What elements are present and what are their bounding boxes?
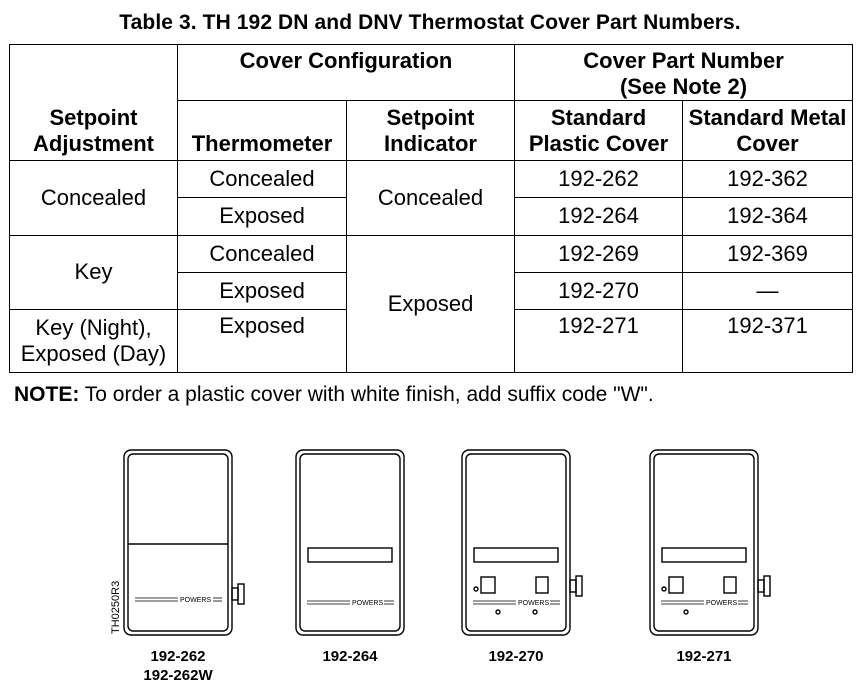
- cell-adjustment: Key: [10, 235, 178, 309]
- header-cover-part-number: [515, 45, 853, 101]
- cover-caption-line2: 192-262W: [143, 667, 213, 684]
- brand-label: POWERS: [518, 600, 550, 607]
- table-row: [10, 235, 853, 272]
- note-label: NOTE:: [14, 383, 80, 406]
- cell-metal: 192-371: [683, 309, 853, 372]
- header-setpoint-indicator: Setpoint Indicator: [347, 101, 515, 161]
- note: [14, 383, 654, 407]
- cover-drawing: [462, 450, 582, 635]
- cover-caption: [118, 647, 238, 685]
- brand-label: POWERS: [352, 600, 384, 607]
- cell-plastic: 192-264: [515, 198, 683, 235]
- drawing-code: TH0250R3: [110, 580, 122, 634]
- cell-thermometer: Exposed: [178, 272, 347, 309]
- cover-caption-line1: 192-262: [150, 648, 206, 665]
- cell-indicator: Exposed: [347, 235, 515, 372]
- cell-adjustment-line1: Key (Night),: [35, 314, 152, 340]
- cell-thermometer: Exposed: [178, 198, 347, 235]
- cell-adjustment: [10, 309, 178, 372]
- cell-thermometer: Concealed: [178, 235, 347, 272]
- header-setpoint-adjustment: Setpoint Adjustment: [10, 45, 178, 161]
- cell-plastic: 192-270: [515, 272, 683, 309]
- cover-caption-line1: 192-271: [676, 648, 732, 665]
- cell-adjustment: Concealed: [10, 161, 178, 235]
- cover-caption: [290, 647, 410, 666]
- cell-metal: 192-369: [683, 235, 853, 272]
- brand-label: POWERS: [180, 597, 212, 604]
- cell-metal: —: [683, 272, 853, 309]
- header-cover-part-number-label: Cover Part Number: [583, 48, 784, 73]
- header-thermometer: Thermometer: [178, 101, 347, 161]
- cell-thermometer: Concealed: [178, 161, 347, 198]
- cell-adjustment-line2: Exposed (Day): [20, 340, 167, 366]
- table-title: Table 3. TH 192 DN and DNV Thermostat Cover Part Numbers.: [119, 11, 741, 34]
- cover-caption: [644, 647, 764, 666]
- part-number-table: [9, 44, 853, 373]
- cover-drawing: [650, 450, 770, 635]
- cover-caption: [456, 647, 576, 666]
- cell-metal: 192-362: [683, 161, 853, 198]
- cell-plastic: 192-271: [515, 309, 683, 372]
- cover-illustrations: [0, 440, 860, 640]
- brand-label: POWERS: [706, 600, 738, 607]
- table-row: [10, 161, 853, 198]
- header-standard-metal: Standard Metal Cover: [683, 101, 853, 161]
- cell-plastic: 192-262: [515, 161, 683, 198]
- cover-drawing: [296, 450, 404, 635]
- cell-plastic: 192-269: [515, 235, 683, 272]
- header-cover-configuration: Cover Configuration: [178, 45, 515, 101]
- cell-indicator: Concealed: [347, 161, 515, 235]
- cover-drawing: [124, 450, 244, 635]
- cover-caption-line1: 192-264: [322, 648, 378, 665]
- note-text: To order a plastic cover with white finish, add suffix code "W".: [79, 383, 654, 406]
- cell-thermometer: Exposed: [178, 309, 347, 372]
- header-see-note: (See Note 2): [619, 74, 748, 99]
- cover-caption-line1: 192-270: [488, 648, 544, 665]
- cell-metal: 192-364: [683, 198, 853, 235]
- header-standard-plastic: Standard Plastic Cover: [515, 101, 683, 161]
